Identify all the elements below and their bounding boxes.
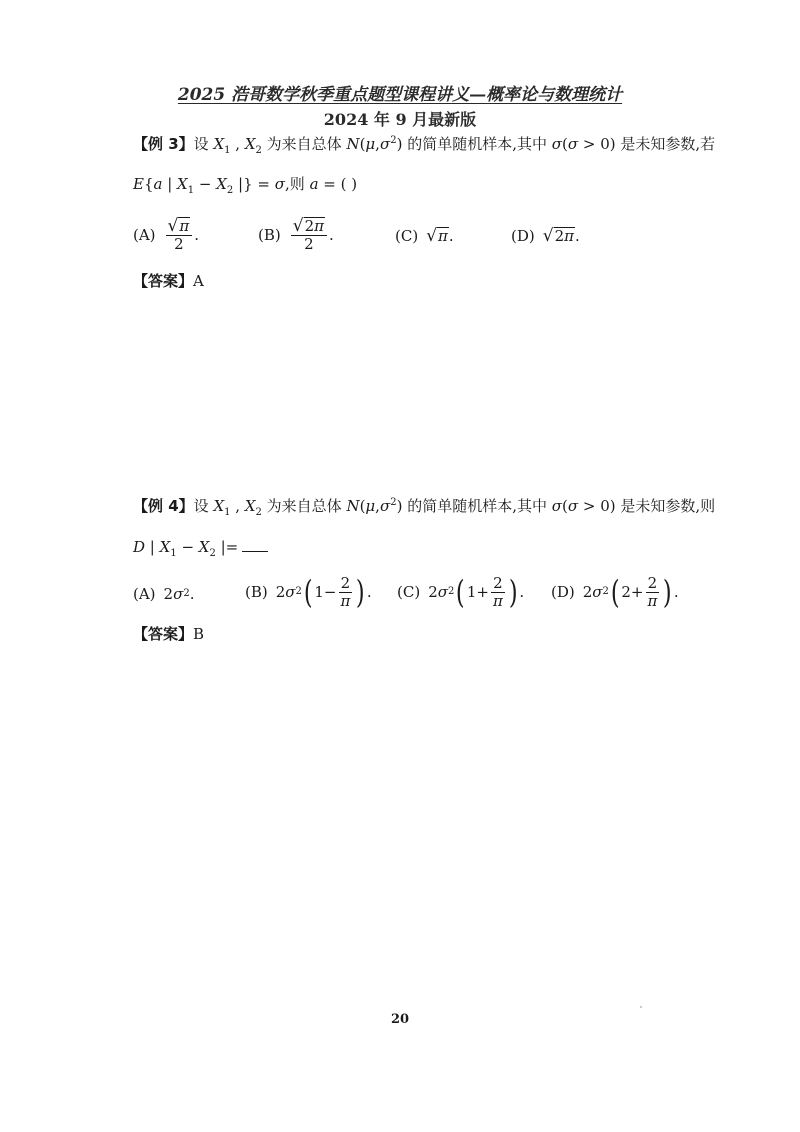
example-3-stem-line-2: E{a | $X_1 - X_2$ |} = σ,则 a = ( )	[133, 175, 358, 196]
example-4-option-c: (C) 2 σ 2 ( 1+ $\frac{2}{\pi}$ ) .	[397, 573, 525, 611]
example-3-stem-line-1: 【例 3】设 $X_1$ , $X_2$ 为来自总体 $N(\mu,\sigma^2)$ 的简单随机样本,其中 σ(σ > 0) 是未知参数,若	[133, 135, 716, 156]
page-header	[0, 80, 800, 130]
header-title: 2025 浩哥数学秋季重点题型课程讲义—概率论与数理统计	[177, 85, 623, 105]
example-3-option-b: (B) √ 2π 2 .	[258, 215, 334, 253]
example-3-answer-value: A	[193, 272, 204, 290]
example-4-option-a: (A) 2 σ 2 .	[133, 585, 195, 603]
answer-blank	[242, 537, 268, 552]
example-4-option-d: (D) 2 σ 2 ( 2+ $\frac{2}{\pi}$ ) .	[551, 573, 679, 611]
example-3-option-c: (C) √ π .	[395, 225, 454, 246]
example-3-label: 【例 3】	[133, 135, 194, 153]
example-4-answer: 【答案】B	[133, 625, 205, 643]
example-4-stem-line-1: 【例 4】设 $X_1$ , $X_2$ 为来自总体 $N(\mu,\sigma^2)$ 的简单随机样本,其中 σ(σ > 0) 是未知参数,则	[133, 497, 716, 518]
scan-speck	[640, 1006, 642, 1008]
example-4-answer-value: B	[193, 625, 205, 643]
example-4-label: 【例 4】	[133, 497, 194, 515]
example-3-option-a: (A) √ π 2 .	[133, 215, 200, 253]
page-number: 20	[390, 1012, 410, 1027]
example-4-option-b: (B) 2 σ 2 ( 1− $\frac{2}{\pi}$ ) .	[245, 573, 372, 611]
example-3-answer: 【答案】A	[133, 272, 204, 290]
header-subtitle: 2024 年 9 月最新版	[323, 110, 477, 129]
example-4-stem-line-2: D | $X_1 - X_2$ |=	[133, 537, 268, 560]
example-3-option-d: (D) √ 2π .	[511, 225, 580, 246]
